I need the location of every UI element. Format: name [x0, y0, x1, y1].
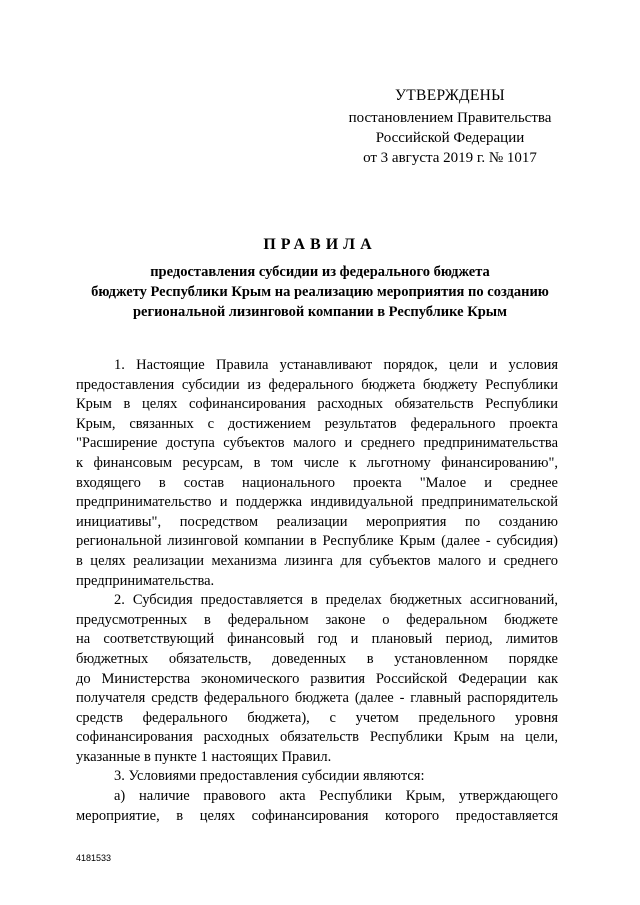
approval-line-2: Российской Федерации [375, 130, 525, 146]
body-line: входящего в состав национального проекта "Малое и среднее [76, 474, 558, 491]
document-title: ПРАВИЛА [263, 236, 377, 253]
body-line: мероприятие, в целях софинансирования которого предоставляется [76, 807, 558, 824]
body-line: в целях реализации механизма лизинга для субъектов малого и среднего [76, 552, 558, 569]
body-line: указанные в пункте 1 настоящих Правил. [76, 748, 332, 765]
body-line: до Министерства экономического развития Российской Федерации как [76, 670, 558, 687]
body-line: 2. Субсидия предоставляется в пределах бюджетных ассигнований, [114, 592, 558, 609]
subtitle-line-2: бюджету Республики Крым на реализацию мероприятия по созданию [91, 284, 549, 300]
document-body [76, 356, 558, 826]
approval-line-3: от 3 августа 2019 г. № 1017 [363, 150, 537, 166]
body-line: предусмотренных в федеральном законе о федеральном бюджете [76, 611, 558, 628]
body-line: получателя средств федерального бюджета (далее - главный распорядитель [76, 690, 558, 707]
body-line: софинансирования расходных обязательств Республики Крым на цели, [76, 729, 558, 746]
body-line: 1. Настоящие Правила устанавливают порядок, цели и условия [114, 357, 558, 373]
approval-block [340, 86, 560, 168]
approval-heading: УТВЕРЖДЕНЫ [395, 87, 505, 104]
body-line: бюджетных обязательств, доведенных в установленном порядке [76, 650, 558, 667]
body-line: к финансовым ресурсам, в том числе к льготному финансированию", [76, 454, 558, 471]
body-line: инициативы", посредством реализации мероприятия по созданию [76, 513, 558, 530]
document-id-number: 4181533 [76, 853, 112, 863]
body-line: средств федерального бюджета), с учетом предельного уровня [76, 709, 558, 726]
body-line: предпринимательство и поддержка индивидуальной предпринимательской [76, 494, 558, 511]
subtitle-line-3: региональной лизинговой компании в Республике Крым [132, 304, 507, 320]
subtitle-line-1: предоставления субсидии из федерального бюджета [150, 264, 490, 280]
body-line: предпринимательства. [76, 572, 215, 589]
body-line: на соответствующий финансовый год и плановый период, лимитов [76, 631, 558, 648]
body-line: "Расширение доступа субъектов малого и среднего предпринимательства [76, 435, 558, 452]
approval-line-1: постановлением Правительства [348, 110, 552, 126]
document-subtitle [60, 262, 580, 322]
body-line: Крым, связанных с достижением результатов федерального проекта [76, 415, 558, 432]
body-line: 3. Условиями предоставления субсидии являются: [114, 768, 425, 785]
body-line: Крым в целях софинансирования расходных обязательств Республики [76, 396, 558, 413]
body-line: региональной лизинговой компании в Республике Крым (далее - субсидия) [76, 533, 558, 550]
body-line: а) наличие правового акта Республики Крым, утверждающего [114, 788, 558, 805]
body-line: предоставления субсидии из федерального бюджета бюджету Республики [76, 376, 558, 393]
